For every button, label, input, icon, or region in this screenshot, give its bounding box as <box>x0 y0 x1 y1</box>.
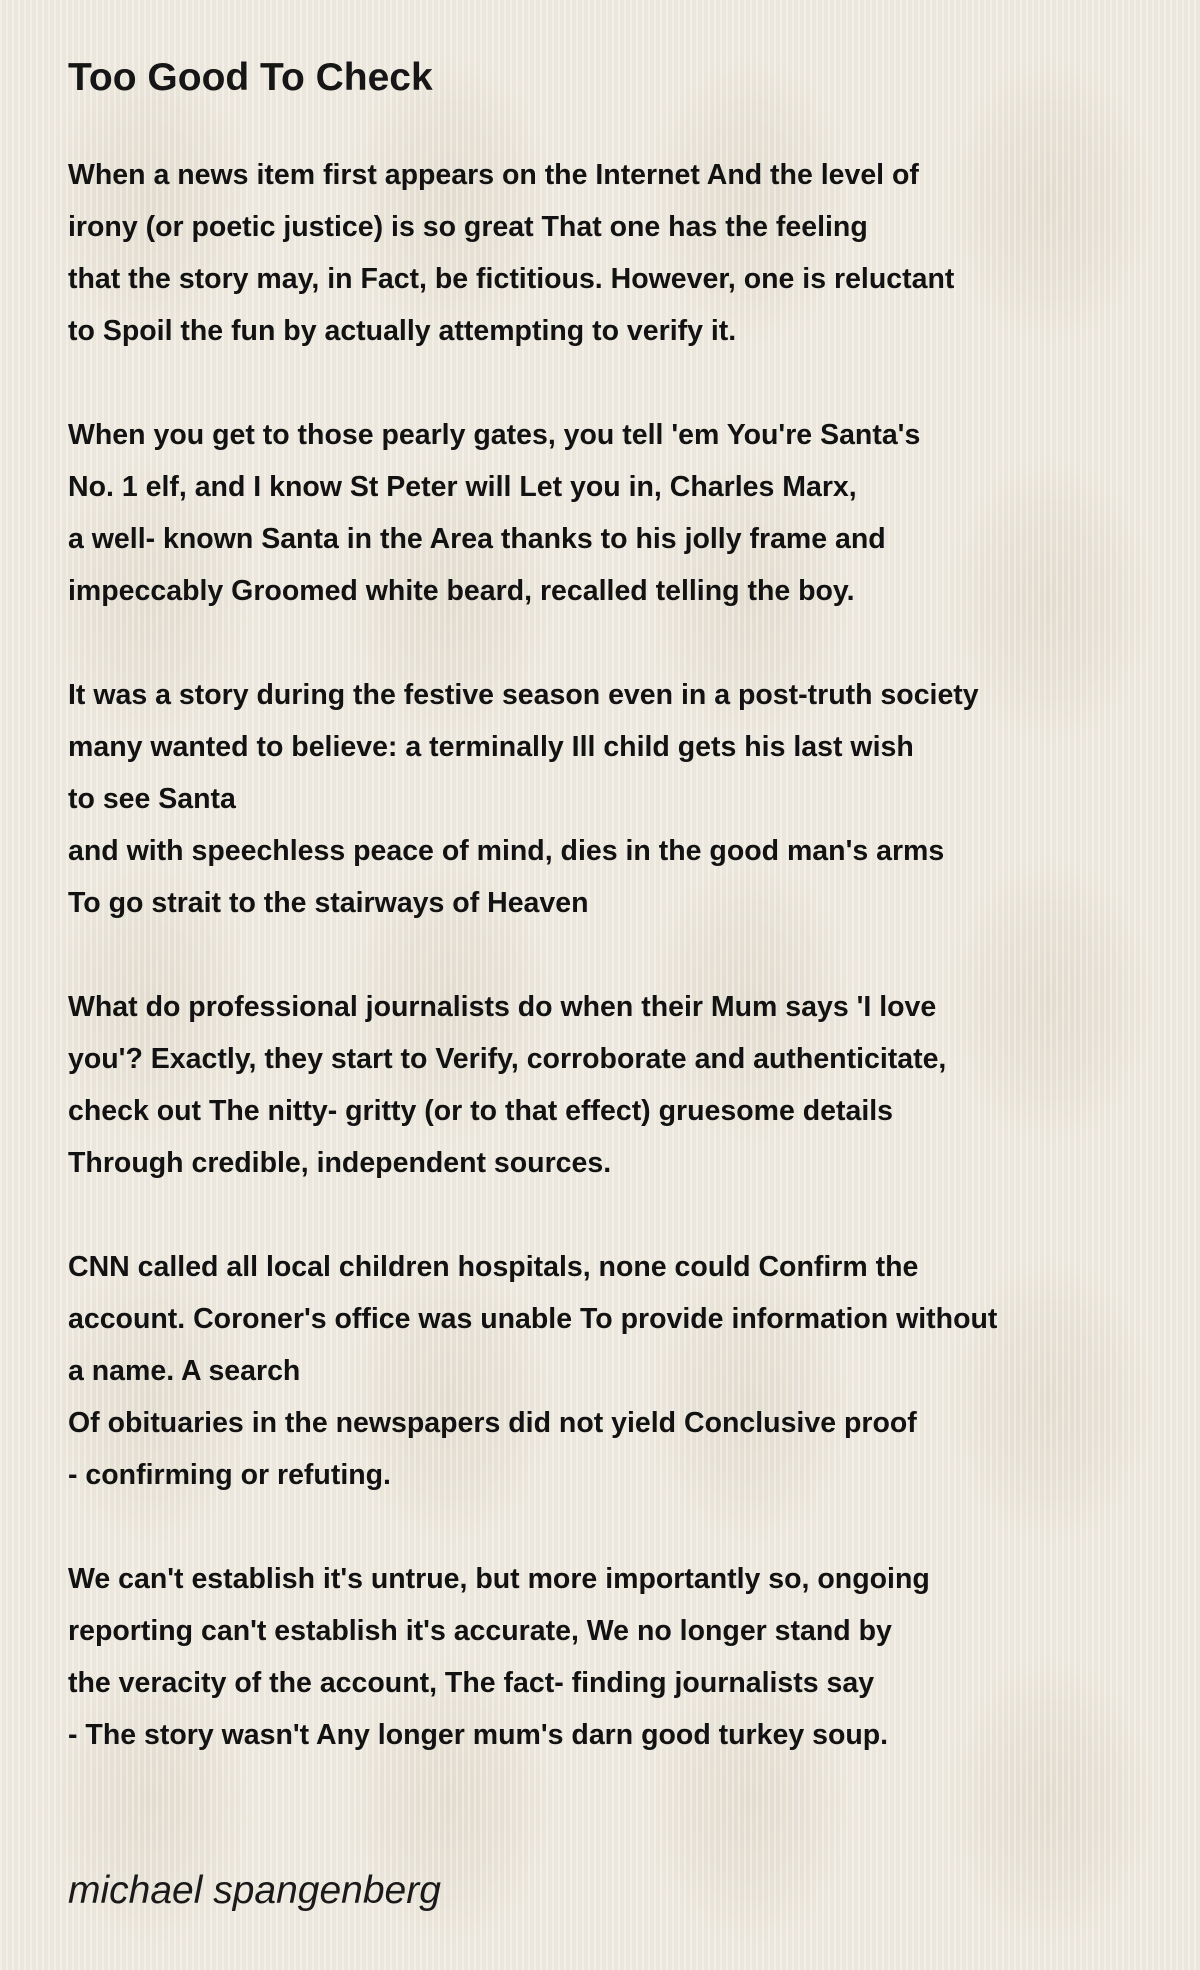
poem-line: - confirming or refuting. <box>68 1459 391 1491</box>
poem-line: to Spoil the fun by actually attempting to verify it. <box>68 315 737 347</box>
poem-author: michael spangenberg <box>68 1869 441 1912</box>
stanza-3 <box>68 669 1168 929</box>
poem-line: No. 1 elf, and I know St Peter will Let you in, Charles Marx, <box>68 471 857 503</box>
poem-line: and with speechless peace of mind, dies in the good man's arms <box>68 835 945 867</box>
poem-line: you'? Exactly, they start to Verify, corroborate and authenticitate, <box>68 1043 947 1075</box>
poem-line: a name. A search <box>68 1355 301 1387</box>
poem-line: impeccably Groomed white beard, recalled telling the boy. <box>68 575 855 607</box>
poem-line: check out The nitty- gritty (or to that effect) gruesome details <box>68 1095 894 1127</box>
poem-line: When you get to those pearly gates, you tell 'em You're Santa's <box>68 419 921 451</box>
stanza-6 <box>68 1553 1168 1761</box>
poem-line: When a news item first appears on the Internet And the level of <box>68 159 919 191</box>
poem-line: Of obituaries in the newspapers did not yield Conclusive proof <box>68 1407 917 1439</box>
poem-line: reporting can't establish it's accurate, We no longer stand by <box>68 1615 892 1647</box>
stanza-4 <box>68 981 1168 1189</box>
poem-body <box>68 149 1168 1813</box>
poem-line: many wanted to believe: a terminally Ill child gets his last wish <box>68 731 914 763</box>
poem-line: It was a story during the festive season even in a post-truth society <box>68 679 979 711</box>
poem-title: Too Good To Check <box>68 56 433 99</box>
stanza-1 <box>68 149 1168 357</box>
stanza-2 <box>68 409 1168 617</box>
poem-line: Through credible, independent sources. <box>68 1147 612 1179</box>
poem-line: We can't establish it's untrue, but more importantly so, ongoing <box>68 1563 930 1595</box>
stanza-5 <box>68 1241 1168 1501</box>
poem-line: a well- known Santa in the Area thanks to his jolly frame and <box>68 523 886 555</box>
poem-line: to see Santa <box>68 783 236 815</box>
poem-line: irony (or poetic justice) is so great That one has the feeling <box>68 211 868 243</box>
poem-line: - The story wasn't Any longer mum's darn good turkey soup. <box>68 1719 889 1751</box>
poem-line: What do professional journalists do when their Mum says 'I love <box>68 991 937 1023</box>
poem-line: the veracity of the account, The fact- finding journalists say <box>68 1667 875 1699</box>
poem-line: that the story may, in Fact, be fictitious. However, one is reluctant <box>68 263 955 295</box>
poem-line: account. Coroner's office was unable To provide information without <box>68 1303 998 1335</box>
poem-line: To go strait to the stairways of Heaven <box>68 887 589 919</box>
poem-line: CNN called all local children hospitals, none could Confirm the <box>68 1251 919 1283</box>
